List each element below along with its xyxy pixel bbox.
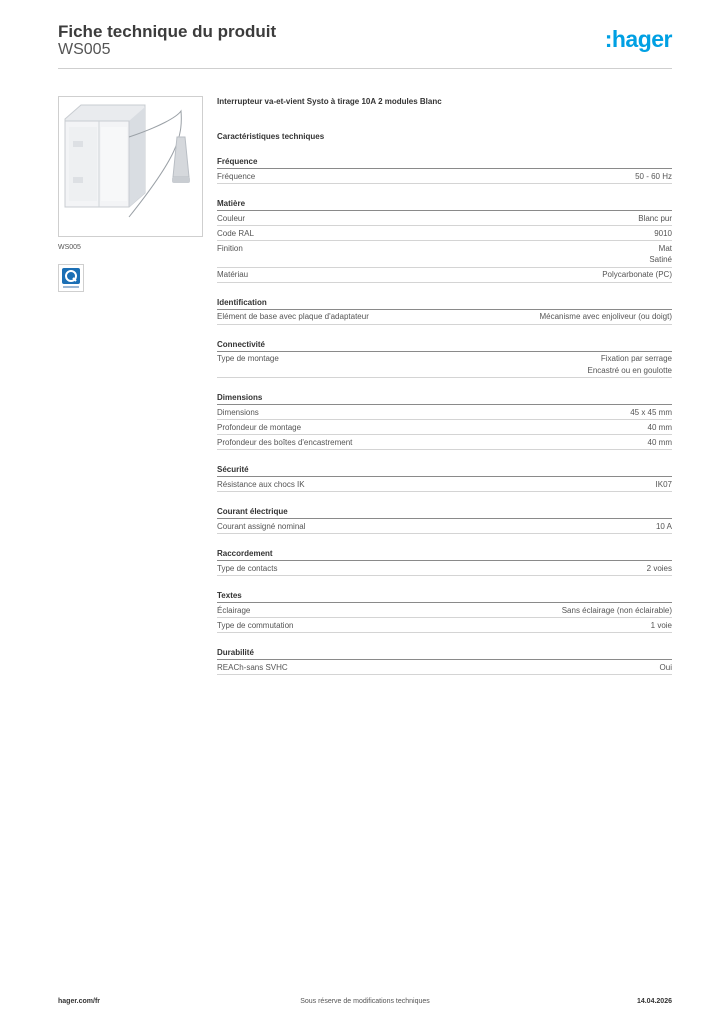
- spec-section: [217, 464, 672, 492]
- spec-row: [217, 241, 672, 268]
- spec-row: [217, 618, 672, 633]
- spec-row: [217, 603, 672, 618]
- image-caption: WS005: [58, 244, 81, 251]
- spec-label: Elément de base avec plaque d'adaptateur: [217, 312, 369, 321]
- spec-value: Mat: [658, 243, 672, 253]
- product-reference: WS005: [58, 41, 111, 58]
- spec-value: 2 voies: [646, 563, 672, 573]
- section-title: Fréquence: [217, 156, 672, 169]
- footer-notice: Sous réserve de modifications techniques: [300, 998, 430, 1005]
- spec-values: [660, 662, 672, 674]
- spec-section: [217, 392, 672, 450]
- spec-section: [217, 198, 672, 283]
- section-title: Identification: [217, 297, 672, 310]
- spec-value: 45 x 45 mm: [630, 407, 672, 417]
- spec-value: 10 A: [655, 521, 672, 531]
- spec-row: [217, 405, 672, 420]
- spec-values: [656, 521, 672, 533]
- spec-values: [635, 171, 672, 183]
- spec-value: Fixation par serrage: [600, 354, 672, 363]
- spec-sections: [217, 156, 672, 675]
- specifications: [217, 96, 672, 675]
- spec-value: 50 - 60 Hz: [635, 171, 672, 181]
- section-title: Connectivité: [217, 339, 672, 352]
- spec-row: [217, 477, 672, 492]
- spec-row: [217, 435, 672, 450]
- spec-value: Polycarbonate (PC): [602, 270, 672, 279]
- section-title: Textes: [217, 590, 672, 603]
- spec-values: [630, 407, 672, 419]
- spec-values: [648, 422, 672, 434]
- spec-label: Éclairage: [217, 605, 251, 615]
- spec-value: IK07: [655, 479, 672, 489]
- spec-label: Profondeur des boîtes d'encastrement: [217, 437, 353, 447]
- spec-value: Blanc pur: [638, 213, 672, 223]
- spec-row: [217, 268, 672, 283]
- section-title: Durabilité: [217, 647, 672, 660]
- section-title: Raccordement: [217, 548, 672, 561]
- spec-row: [217, 352, 672, 379]
- spec-value: 40 mm: [647, 422, 672, 432]
- section-title: Dimensions: [217, 392, 672, 405]
- spec-values: [539, 311, 672, 323]
- spec-values: [562, 605, 672, 617]
- section-title: Matière: [217, 198, 672, 211]
- spec-label: Finition: [217, 243, 243, 253]
- quality-certification-icon: [58, 264, 84, 292]
- spec-label: Dimensions: [217, 407, 259, 417]
- footer-website: hager.com/fr: [58, 998, 101, 1005]
- document-title: Fiche technique du produit: [58, 22, 277, 41]
- spec-label: Résistance aux chocs IK: [217, 479, 305, 489]
- page-footer: [58, 998, 672, 1008]
- spec-row: [217, 310, 672, 325]
- spec-row: [217, 519, 672, 534]
- spec-values: [649, 243, 672, 266]
- spec-section: [217, 647, 672, 675]
- product-name: Interrupteur va-et-vient Systo à tirage 10A 2 modules Blanc: [217, 97, 442, 106]
- spec-value: Satiné: [649, 255, 672, 264]
- spec-values: [647, 563, 672, 575]
- specs-heading: Caractéristiques techniques: [217, 132, 325, 141]
- spec-value: 40 mm: [647, 437, 672, 447]
- spec-values: [638, 213, 672, 225]
- spec-label: REACh-sans SVHC: [217, 662, 288, 672]
- page-header: [58, 20, 672, 69]
- spec-values: [602, 269, 672, 281]
- spec-values: [648, 437, 672, 449]
- spec-label: Courant assigné nominal: [217, 521, 306, 531]
- spec-section: [217, 590, 672, 633]
- spec-label: Type de commutation: [217, 620, 294, 630]
- hager-logo: :hager: [604, 26, 672, 52]
- spec-section: [217, 548, 672, 576]
- spec-value: Encastré ou en goulotte: [587, 365, 672, 375]
- spec-label: Couleur: [217, 213, 246, 223]
- spec-label: Matériau: [217, 270, 249, 279]
- product-image: [58, 96, 203, 237]
- spec-row: [217, 169, 672, 184]
- spec-values: [587, 353, 672, 376]
- spec-value: Sans éclairage (non éclairable): [561, 605, 672, 615]
- spec-section: [217, 297, 672, 325]
- spec-section: [217, 156, 672, 184]
- section-title: Sécurité: [217, 464, 672, 477]
- spec-values: [656, 479, 672, 491]
- spec-label: Fréquence: [217, 171, 256, 181]
- spec-value: Oui: [659, 662, 672, 672]
- spec-section: [217, 339, 672, 379]
- footer-date: 14.04.2026: [636, 998, 672, 1005]
- spec-row: [217, 420, 672, 435]
- section-title: Courant électrique: [217, 506, 672, 519]
- spec-value: 9010: [654, 228, 672, 238]
- switch-illustration: [59, 97, 202, 236]
- spec-label: Type de montage: [217, 354, 279, 363]
- spec-row: [217, 226, 672, 241]
- spec-value: Mécanisme avec enjoliveur (ou doigt): [539, 312, 672, 321]
- spec-label: Type de contacts: [217, 563, 278, 573]
- spec-value: 1 voie: [650, 620, 672, 630]
- spec-row: [217, 660, 672, 675]
- spec-values: [651, 620, 672, 632]
- spec-label: Profondeur de montage: [217, 422, 302, 432]
- spec-label: Code RAL: [217, 228, 254, 238]
- spec-row: [217, 211, 672, 226]
- spec-section: [217, 506, 672, 534]
- spec-row: [217, 561, 672, 576]
- spec-values: [654, 228, 672, 240]
